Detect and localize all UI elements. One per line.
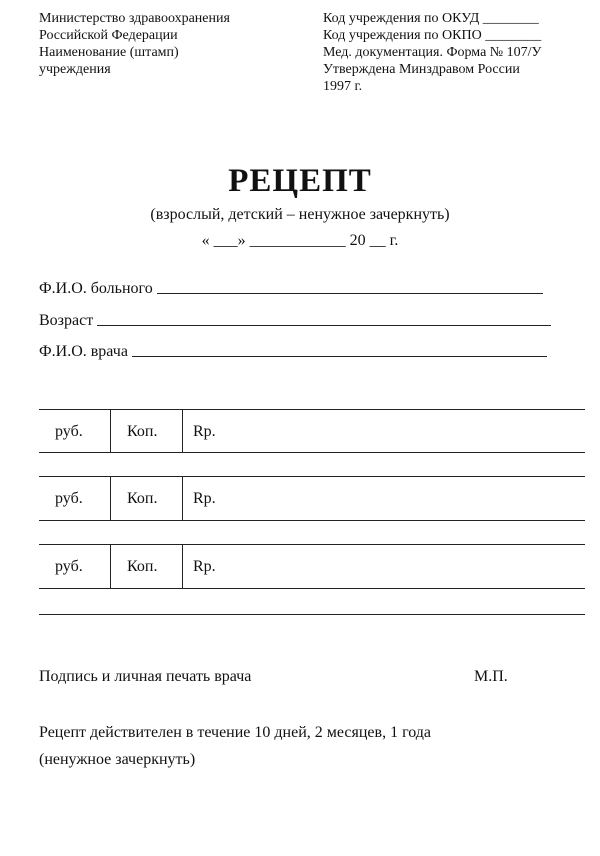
rp-cell: Rp. — [193, 423, 216, 440]
doctor-name-blank[interactable] — [132, 355, 547, 357]
patient-name-label: Ф.И.О. больного — [39, 280, 153, 297]
rub-cell: руб. — [55, 558, 83, 575]
column-divider — [182, 409, 183, 452]
patient-name-field[interactable] — [39, 280, 543, 298]
row-divider — [39, 588, 585, 589]
validity-text: Рецепт действителен в течение 10 дней, 2 месяцев, 1 года — [39, 724, 432, 741]
row-divider — [39, 476, 585, 477]
approved-line: Утверждена Минздравом России — [323, 62, 520, 77]
institution-line: учреждения — [39, 62, 111, 77]
row-divider — [39, 614, 585, 615]
kop-cell: Коп. — [127, 423, 158, 440]
row-divider — [39, 520, 585, 521]
form-number-line: Мед. документация. Форма № 107/У — [323, 45, 542, 60]
document-subtitle: (взрослый, детский – ненужное зачеркнуть) — [150, 206, 450, 223]
validity-note: (ненужное зачеркнуть) — [39, 751, 196, 768]
age-blank[interactable] — [97, 324, 551, 326]
stamp-name-line: Наименование (штамп) — [39, 45, 179, 60]
column-divider — [182, 544, 183, 588]
stamp-place-label: М.П. — [474, 668, 508, 685]
row-divider — [39, 409, 585, 410]
rub-cell: руб. — [55, 490, 83, 507]
row-divider — [39, 544, 585, 545]
column-divider — [110, 409, 111, 452]
patient-name-blank[interactable] — [157, 292, 543, 294]
date-line: « ___» ____________ 20 __ г. — [201, 232, 399, 249]
ministry-line: Министерство здравоохранения — [39, 11, 230, 26]
column-divider — [110, 476, 111, 520]
age-field[interactable] — [39, 312, 551, 330]
rub-cell: руб. — [55, 423, 83, 440]
rp-cell: Rp. — [193, 490, 216, 507]
column-divider — [110, 544, 111, 588]
age-label: Возраст — [39, 312, 94, 329]
header-right — [323, 10, 593, 95]
rp-cell: Rp. — [193, 558, 216, 575]
okpo-code-line: Код учреждения по ОКПО ________ — [323, 28, 542, 43]
okud-code-line: Код учреждения по ОКУД ________ — [323, 11, 539, 26]
row-divider — [39, 452, 585, 453]
document-title: РЕЦЕПТ — [228, 163, 372, 199]
header-left — [39, 10, 289, 78]
kop-cell: Коп. — [127, 558, 158, 575]
column-divider — [182, 476, 183, 520]
doctor-signature-label: Подпись и личная печать врача — [39, 668, 252, 685]
doctor-name-field[interactable] — [39, 343, 547, 361]
federation-line: Российской Федерации — [39, 28, 178, 43]
doctor-name-label: Ф.И.О. врача — [39, 343, 128, 360]
year-line: 1997 г. — [323, 79, 363, 94]
kop-cell: Коп. — [127, 490, 158, 507]
